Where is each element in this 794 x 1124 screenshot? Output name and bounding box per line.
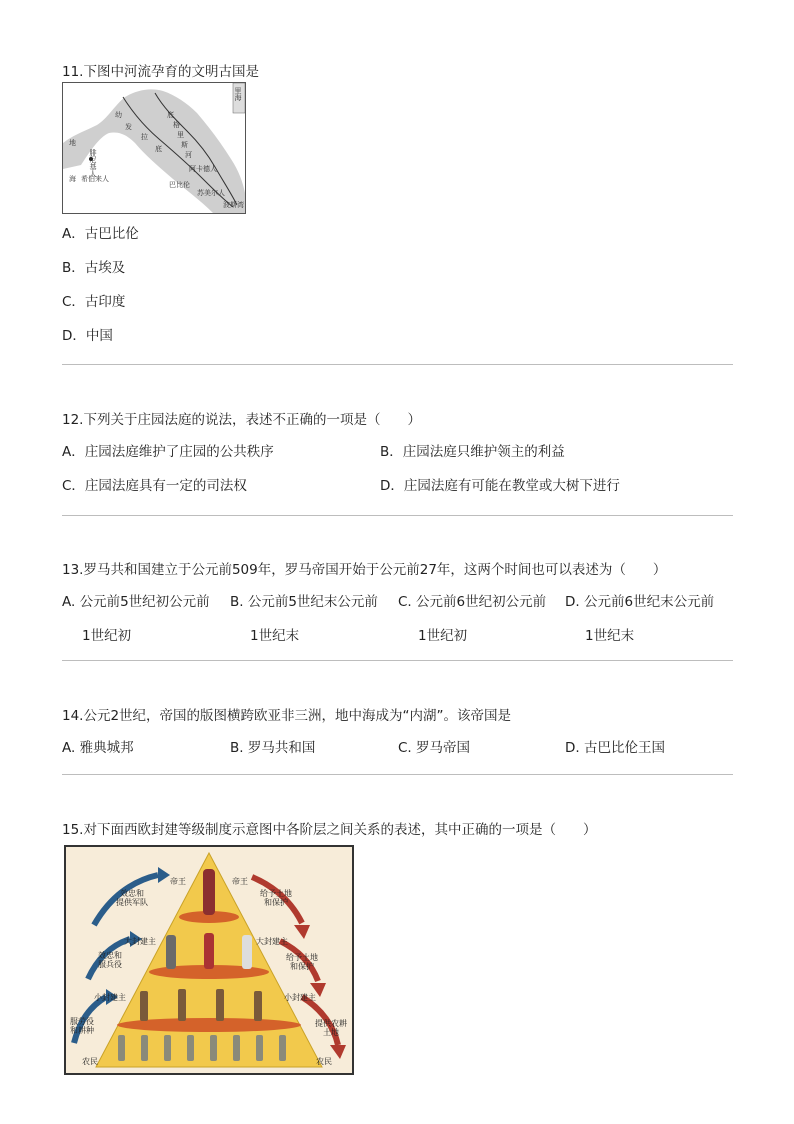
q12-stem: 12.下列关于庄园法庭的说法，表述不正确的一项是（ ） — [62, 412, 421, 428]
divider — [62, 515, 733, 516]
divider — [62, 364, 733, 365]
map-label-babylon: 巴比伦 — [169, 181, 190, 189]
q11-option-c[interactable]: C．古印度 — [62, 294, 126, 310]
map-label-tigris-2: 格 — [173, 121, 180, 129]
q12-option-d[interactable]: D．庄园法庭有可能在教堂或大树下进行 — [380, 478, 620, 494]
map-label-tigris-3: 里 — [177, 131, 184, 139]
q13-option-c[interactable] — [398, 590, 546, 644]
map-label-euphrates-3: 拉 — [141, 133, 148, 141]
label-king-right: 帝王 — [232, 877, 248, 886]
arrow-head-icon — [294, 925, 310, 939]
map-label-persian-gulf: 波斯湾 — [223, 201, 244, 209]
label-give-1 — [256, 889, 296, 907]
map-label-sumerians: 苏美尔人 — [197, 189, 225, 197]
label-serve-a: 服劳役 — [70, 1017, 94, 1026]
label-king-left: 帝王 — [170, 877, 186, 886]
q13-option-d-line1: D. 公元前6世纪末公元前 — [565, 594, 715, 610]
q13-stem: 13.罗马共和国建立于公元前509年，罗马帝国开始于公元前27年，这两个时间也可以表述为（ ） — [62, 562, 667, 578]
arrow-head-icon — [158, 867, 170, 883]
q14-option-a[interactable]: A. 雅典城邦 — [62, 740, 134, 756]
q13-option-a-line1: A. 公元前5世纪初公元前 — [62, 594, 210, 610]
label-farm-b: 土地 — [323, 1028, 339, 1037]
label-knight-left: 小封建主 — [94, 993, 126, 1002]
q13-option-b-line2: 1世纪末 — [250, 628, 300, 644]
label-lord-right: 大封建主 — [256, 937, 288, 946]
label-loyal-1b: 提供军队 — [116, 898, 148, 907]
q14-stem: 14.公元2世纪，帝国的版图横跨欧亚非三洲，地中海成为“内湖”。该帝国是 — [62, 708, 512, 724]
q11-option-b[interactable]: B．古埃及 — [62, 260, 126, 276]
label-knight-right: 小封建主 — [284, 993, 316, 1002]
label-loyal-2a: 效忠和 — [98, 951, 122, 960]
q13-option-d[interactable] — [565, 590, 714, 644]
label-lord-left: 大封建主 — [124, 937, 156, 946]
q12-option-b[interactable]: B．庄园法庭只维护领主的利益 — [380, 444, 565, 460]
q12-option-c[interactable]: C．庄园法庭具有一定的司法权 — [62, 478, 247, 494]
map-label-tigris-4: 斯 — [181, 141, 188, 149]
q13-option-c-line1: C. 公元前6世纪初公元前 — [398, 594, 547, 610]
map-label-sea-left: 地 — [69, 139, 76, 147]
q13-option-c-line2: 1世纪初 — [418, 628, 468, 644]
label-loyal-1 — [112, 889, 152, 907]
q13-option-b[interactable] — [230, 590, 378, 644]
map-label-euphrates-1: 幼 — [115, 111, 122, 119]
q13-option-b-line1: B. 公元前5世纪末公元前 — [230, 594, 378, 610]
label-loyal-1a: 效忠和 — [120, 889, 144, 898]
map-label-tigris-5: 河 — [185, 151, 192, 159]
label-loyal-2 — [92, 951, 128, 969]
map-label-sea-right: 海 — [69, 175, 76, 183]
label-give-1b: 和保护 — [264, 898, 288, 907]
map-label-phoenicians: 腓尼基人 — [89, 149, 97, 177]
q15-stem: 15.对下面西欧封建等级制度示意图中各阶层之间关系的表述，其中正确的一项是（ ） — [62, 822, 597, 838]
q14-option-d[interactable]: D. 古巴比伦王国 — [565, 740, 665, 756]
arrow-head-icon — [330, 1045, 346, 1059]
map-label-euphrates-2: 发 — [125, 123, 132, 131]
mesopotamia-map — [62, 82, 246, 214]
q11-stem: 11.下图中河流孕育的文明古国是 — [62, 64, 259, 80]
q13-option-a[interactable] — [62, 590, 210, 644]
q13-option-d-line2: 1世纪末 — [585, 628, 635, 644]
label-serve — [68, 1017, 96, 1035]
map-label-tigris-1: 底 — [167, 111, 174, 119]
q11-option-d[interactable]: D．中国 — [62, 328, 113, 344]
map-label-euphrates-4: 底 — [155, 145, 162, 153]
feudal-hierarchy-diagram — [64, 845, 354, 1075]
q12-option-a[interactable]: A．庄园法庭维护了庄园的公共秩序 — [62, 444, 274, 460]
divider — [62, 660, 733, 661]
label-peasant-right: 农民 — [316, 1057, 332, 1066]
q14-option-b[interactable]: B. 罗马共和国 — [230, 740, 316, 756]
map-label-hebrews: 希伯来人 — [81, 175, 109, 183]
label-loyal-2b: 服兵役 — [98, 960, 122, 969]
label-give-1a: 给予土地 — [260, 889, 292, 898]
king-figure — [203, 869, 215, 915]
label-give-2 — [282, 953, 322, 971]
label-serve-b: 和耕种 — [70, 1026, 94, 1035]
map-label-caspian: 里海 — [234, 87, 242, 101]
label-farm — [312, 1019, 350, 1037]
divider — [62, 774, 733, 775]
label-give-2b: 和保护 — [290, 962, 314, 971]
q14-option-c[interactable]: C. 罗马帝国 — [398, 740, 471, 756]
label-give-2a: 给予土地 — [286, 953, 318, 962]
q13-option-a-line2: 1世纪初 — [82, 628, 132, 644]
q11-option-a[interactable]: A．古巴比伦 — [62, 226, 139, 242]
map-label-akkadians: 阿卡德人 — [189, 165, 217, 173]
label-farm-a: 提供农耕 — [315, 1019, 347, 1028]
label-peasant-left: 农民 — [82, 1057, 98, 1066]
